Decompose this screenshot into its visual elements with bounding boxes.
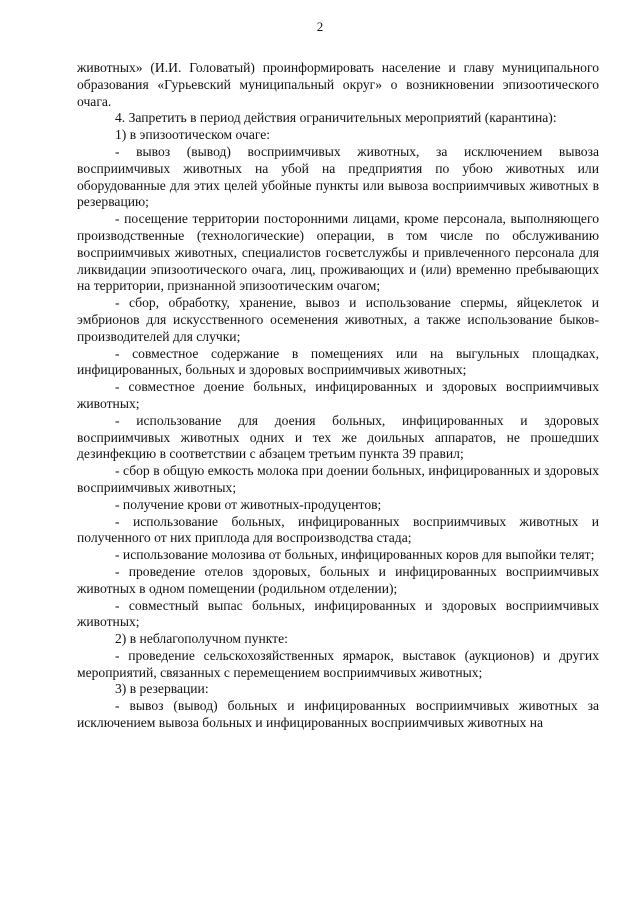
paragraph: - использование молозива от больных, инфицированных коров для выпойки телят; <box>115 547 595 563</box>
page-number: 2 <box>316 19 324 34</box>
paragraph: 1) в эпизоотическом очаге: <box>115 127 271 143</box>
paragraph: - совместный выпас больных, инфицированных и здоровых восприимчивых животных; <box>77 597 599 630</box>
paragraph: 3) в резервации: <box>115 681 209 697</box>
paragraph: 4. Запретить в период действия ограничительных мероприятий (карантина): <box>115 110 557 126</box>
paragraph: - совместное доение больных, инфицированных и здоровых восприимчивых животных; <box>77 379 599 411</box>
paragraph: - проведение отелов здоровых, больных и инфицированных восприимчивых животных в одном помещении (родильном отделении); <box>77 563 599 596</box>
paragraph: - совместное содержание в помещениях или на выгульных площадках, инфицированных, больных и здоровых восприимчивых животных; <box>77 345 599 378</box>
paragraph: - использование больных, инфицированных восприимчивых животных и полученного от них приплода для воспроизводства стада; <box>77 513 599 546</box>
paragraph: - сбор в общую емкость молока при доении больных, инфицированных и здоровых восприимчивых животных; <box>77 463 599 495</box>
paragraph: животных» (И.И. Головатый) проинформировать население и главу муниципального образования «Гурьевский муниципальный округ» о возникновении эпизоотического очага. <box>77 60 599 109</box>
paragraph: - использование для доения больных, инфицированных и здоровых восприимчивых животных одних и тех же доильных аппаратов, не прошедших дезинфекцию в соответствии с абзацем третьим пункта 39 правил; <box>77 412 599 462</box>
paragraph: 2) в неблагополучном пункте: <box>115 631 288 647</box>
paragraph: - сбор, обработку, хранение, вывоз и использование спермы, яйцеклеток и эмбрионов для искусственного осеменения животных, а также использование быков-производителей для случки; <box>77 295 599 344</box>
paragraph: - проведение сельскохозяйственных ярмарок, выставок (аукционов) и других мероприятий, связанных с перемещением восприимчивых животных; <box>77 647 599 680</box>
paragraph: - получение крови от животных-продуцентов; <box>115 496 382 512</box>
paragraph: - вывоз (вывод) больных и инфицированных восприимчивых животных за исключением вывоза больных и инфицированных восприимчивых животных на <box>77 698 599 731</box>
paragraph: - вывоз (вывод) восприимчивых животных, за исключением вывоза восприимчивых животных на убой на предприятия по убою животных или оборудованные для этих целей убойные пункты или вывоза восприимчивых животных в резервацию; <box>77 143 599 210</box>
document-body <box>77 60 599 732</box>
paragraph: - посещение территории посторонними лицами, кроме персонала, выполняющего производственные (технологические) операции, в том числе по обслуживанию восприимчивых животных, специалистов госветслужбы и привлеченного персонала для ликвидации эпизоотического очага, лиц, проживающих и (или) временно пребывающих на территории, признанной эпизоотическим очагом; <box>77 211 599 294</box>
